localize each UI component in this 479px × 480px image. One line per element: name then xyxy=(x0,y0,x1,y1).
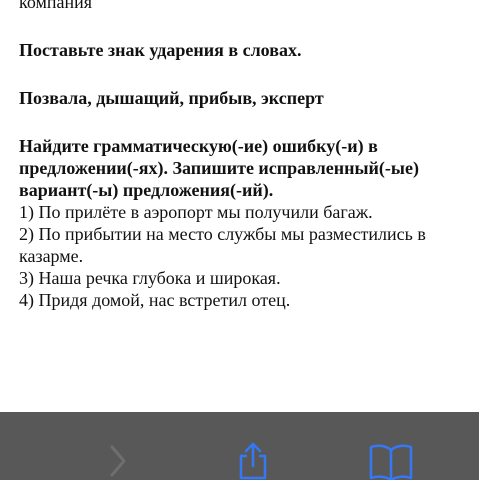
book-icon xyxy=(368,442,414,480)
forward-button[interactable] xyxy=(103,442,133,480)
task1-heading: Поставьте знак ударения в словах. xyxy=(19,40,302,60)
sentence-item: 2) По прибытии на место службы мы разместились в казарме. xyxy=(19,224,426,266)
sentence-item: 4) Придя домой, нас встретил отец. xyxy=(19,290,291,310)
sentence-item: 1) По прилёте в аэропорт мы получили багаж. xyxy=(19,202,373,222)
share-button[interactable] xyxy=(236,442,270,480)
share-icon xyxy=(236,442,270,480)
sentence-item: 3) Наша речка глубока и широкая. xyxy=(19,268,281,288)
cut-off-line: компания xyxy=(19,0,93,12)
browser-toolbar xyxy=(0,412,479,480)
task2-heading: Найдите грамматическую(-ие) ошибку(-и) в предложении(-ях). Запишите исправленный(-ые) вариант(-ы) предложения(-ий). xyxy=(19,136,419,200)
bookmarks-button[interactable] xyxy=(368,442,414,480)
task1-words: Позвала, дышащий, прибыв, эксперт xyxy=(19,88,324,108)
chevron-right-icon xyxy=(103,442,133,480)
document-content xyxy=(19,0,474,311)
